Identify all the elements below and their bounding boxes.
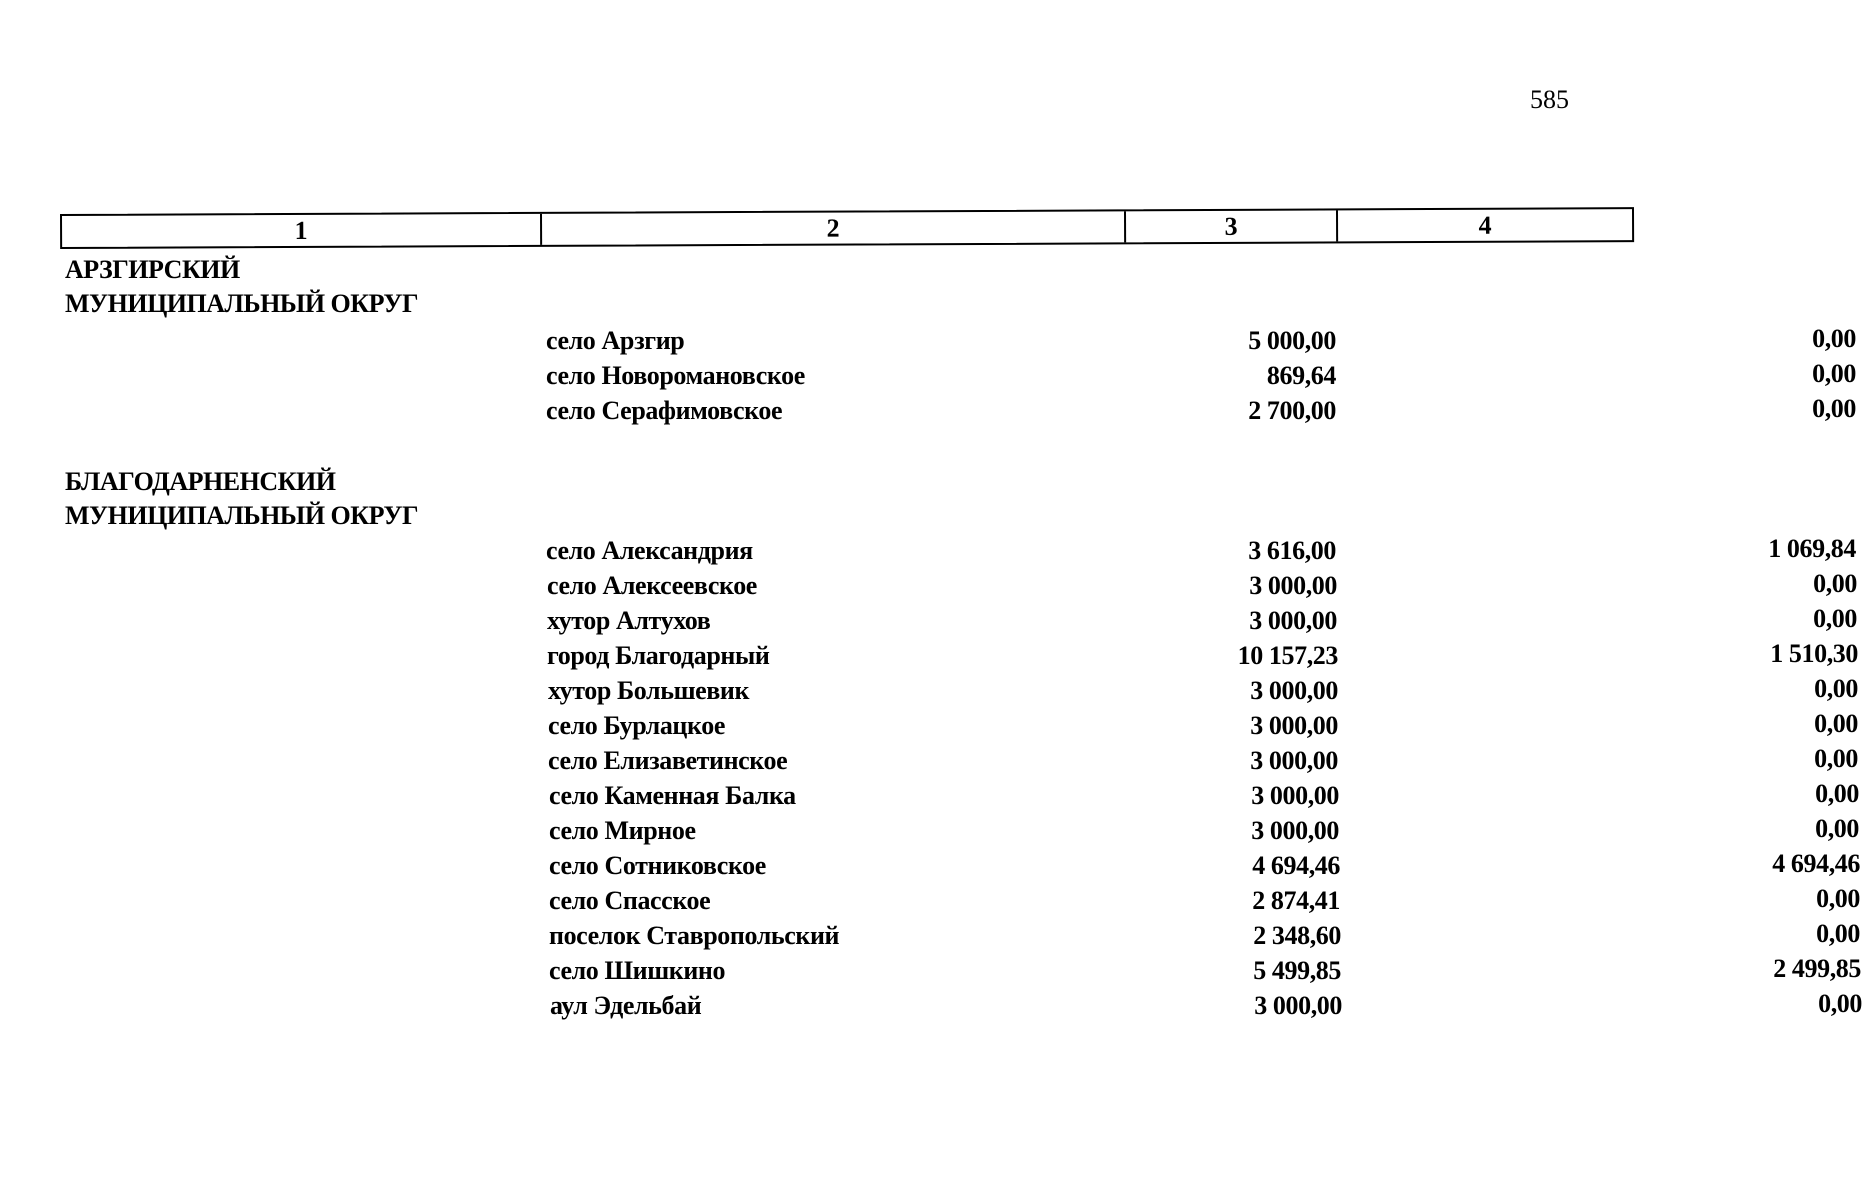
value-col4: 0,00	[1818, 989, 1862, 1018]
table-row	[550, 989, 1862, 1023]
value-col3: 2 874,41	[1252, 886, 1340, 915]
district-heading-line2: МУНИЦИПАЛЬНЫЙ ОКРУГ	[65, 289, 418, 318]
settlement-name: хутор Большевик	[548, 676, 750, 705]
value-col3: 3 616,00	[1248, 536, 1336, 565]
value-col4: 0,00	[1814, 674, 1858, 703]
district-heading-line1: АРЗГИРСКИЙ	[65, 255, 240, 284]
settlement-name: село Новоромановское	[546, 361, 805, 390]
value-col3: 3 000,00	[1249, 571, 1337, 600]
district-heading-line1: БЛАГОДАРНЕНСКИЙ	[65, 467, 336, 496]
settlement-name: село Сотниковское	[549, 851, 766, 880]
settlement-name: село Арзгир	[546, 326, 685, 355]
settlement-name: поселок Ставропольский	[549, 921, 840, 950]
settlement-name: село Мирное	[549, 816, 696, 845]
table-row	[547, 639, 1858, 673]
value-col3: 3 000,00	[1250, 676, 1338, 705]
table-row	[546, 394, 1856, 428]
table-row	[548, 709, 1858, 743]
value-col4: 0,00	[1814, 709, 1858, 738]
settlement-name: село Александрия	[546, 536, 753, 565]
settlement-name: аул Эдельбай	[550, 991, 702, 1020]
settlement-name: село Спасское	[549, 886, 711, 915]
settlement-name: село Серафимовское	[546, 396, 783, 425]
table-header-col2: 2	[542, 211, 1126, 245]
table-row	[547, 569, 1857, 603]
table-header-col3: 3	[1126, 210, 1338, 242]
value-col3: 10 157,23	[1237, 641, 1338, 670]
settlement-name: хутор Алтухов	[547, 606, 711, 635]
table-row	[549, 814, 1859, 848]
page-number: 585	[1530, 85, 1569, 114]
table-row	[549, 954, 1861, 988]
table-row	[546, 534, 1856, 568]
table-row	[549, 919, 1860, 953]
value-col3: 3 000,00	[1250, 711, 1338, 740]
table-row	[549, 849, 1860, 883]
value-col3: 3 000,00	[1251, 781, 1339, 810]
value-col3: 2 700,00	[1248, 396, 1336, 425]
table-header-col1: 1	[62, 214, 542, 247]
value-col4: 1 069,84	[1768, 534, 1856, 563]
value-col4: 4 694,46	[1772, 849, 1860, 878]
value-col3: 5 499,85	[1253, 956, 1341, 985]
table-row	[548, 674, 1858, 708]
value-col3: 3 000,00	[1249, 606, 1337, 635]
value-col3: 3 000,00	[1251, 816, 1339, 845]
value-col4: 0,00	[1815, 814, 1859, 843]
table-row	[549, 884, 1860, 918]
settlement-name: село Каменная Балка	[549, 781, 796, 810]
settlement-name: город Благодарный	[547, 641, 770, 670]
value-col4: 0,00	[1814, 744, 1858, 773]
table-header-col4: 4	[1478, 210, 1492, 240]
value-col4: 0,00	[1813, 604, 1857, 633]
value-col4: 0,00	[1815, 779, 1859, 808]
value-col4: 2 499,85	[1773, 954, 1861, 983]
settlement-name: село Елизаветинское	[548, 746, 788, 775]
table-row	[547, 604, 1857, 638]
settlement-name: село Бурлацкое	[548, 711, 725, 740]
table-row	[546, 359, 1856, 393]
value-col4: 0,00	[1812, 359, 1856, 388]
value-col4: 1 510,30	[1770, 639, 1858, 668]
value-col3: 869,64	[1266, 361, 1336, 390]
table-row	[549, 779, 1859, 813]
value-col4: 0,00	[1813, 569, 1857, 598]
value-col3: 3 000,00	[1250, 746, 1338, 775]
value-col4: 0,00	[1812, 324, 1856, 353]
value-col4: 0,00	[1816, 884, 1860, 913]
table-row	[546, 324, 1856, 358]
table-row	[548, 744, 1858, 778]
value-col3: 2 348,60	[1253, 921, 1341, 950]
district-heading-line2: МУНИЦИПАЛЬНЫЙ ОКРУГ	[65, 501, 418, 530]
settlement-name: село Шишкино	[549, 956, 726, 985]
value-col3: 3 000,00	[1254, 991, 1342, 1020]
value-col4: 0,00	[1812, 394, 1856, 423]
value-col3: 4 694,46	[1252, 851, 1340, 880]
value-col4: 0,00	[1816, 919, 1860, 948]
value-col3: 5 000,00	[1248, 326, 1336, 355]
settlement-name: село Алексеевское	[547, 571, 757, 600]
